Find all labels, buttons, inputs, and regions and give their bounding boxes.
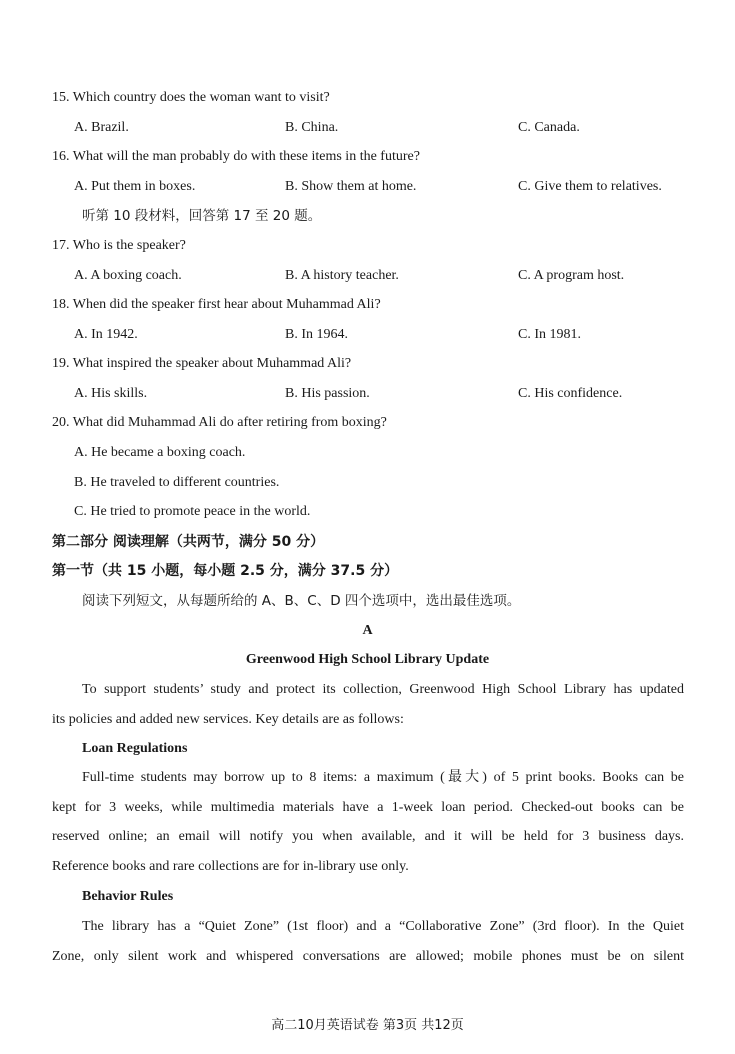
loan-line-4: Reference books and rare collections are for in-library use only.	[52, 858, 409, 874]
question-15-stem: 15. Which country does the woman want to visit?	[52, 90, 330, 105]
q16-option-c: C. Give them to relatives.	[518, 179, 662, 194]
q20-option-b: B. He traveled to different countries.	[74, 475, 280, 490]
listening-instruction: 听第 10 段材料，回答第 17 至 20 题。	[82, 208, 322, 224]
question-18-stem: 18. When did the speaker first hear about Muhammad Ali?	[52, 297, 381, 312]
loan-paragraph	[52, 769, 684, 887]
q19-option-c: C. His confidence.	[518, 386, 623, 401]
part-two-heading: 第二部分 阅读理解（共两节，满分 50 分）	[52, 534, 325, 550]
q18-option-a: A. In 1942.	[74, 327, 138, 342]
q20-option-c: C. He tried to promote peace in the world.	[74, 504, 311, 519]
behavior-line-2: Zone, only silent work and whispered conversations are allowed; mobile phones must be on silent	[52, 948, 684, 964]
q17-option-c: C. A program host.	[518, 268, 625, 283]
question-16-stem: 16. What will the man probably do with these items in the future?	[52, 149, 420, 164]
loan-line-1: Full-time students may borrow up to 8 items: a maximum (最大) of 5 print books. Books can be	[82, 770, 684, 785]
question-17-stem: 17. Who is the speaker?	[52, 238, 186, 253]
passage-intro	[52, 681, 684, 740]
reading-instruction: 阅读下列短文，从每题所给的 A、B、C、D 四个选项中，选出最佳选项。	[82, 593, 521, 609]
section-one-heading: 第一节（共 15 小题，每小题 2.5 分，满分 37.5 分）	[52, 563, 399, 579]
q17-option-b: B. A history teacher.	[285, 268, 399, 283]
q16-option-a: A. Put them in boxes.	[74, 179, 196, 194]
question-20-stem: 20. What did Muhammad Ali do after retiring from boxing?	[52, 415, 387, 430]
loan-regulations-heading: Loan Regulations	[82, 741, 188, 756]
q16-option-b: B. Show them at home.	[285, 179, 417, 194]
loan-line-3: reserved online; an email will notify you when available, and it will be held for 3 business days.	[52, 829, 684, 845]
question-19-stem: 19. What inspired the speaker about Muhammad Ali?	[52, 356, 352, 371]
q18-option-b: B. In 1964.	[285, 327, 348, 342]
q18-option-c: C. In 1981.	[518, 327, 581, 342]
q19-option-b: B. His passion.	[285, 386, 370, 401]
loan-line-2: kept for 3 weeks, while multimedia materials have a 1-week loan period. Checked-out books can be	[52, 799, 684, 815]
q15-option-a: A. Brazil.	[74, 120, 129, 135]
q15-option-b: B. China.	[285, 120, 339, 135]
q17-option-a: A. A boxing coach.	[74, 268, 182, 283]
q15-option-c: C. Canada.	[518, 120, 580, 135]
passage-title: Greenwood High School Library Update	[245, 652, 490, 667]
passage-label: A	[362, 623, 373, 638]
behavior-paragraph	[52, 918, 684, 977]
page-footer: 高二10月英语试卷 第3页 共12页	[271, 1018, 464, 1033]
q20-option-a: A. He became a boxing coach.	[74, 445, 246, 460]
behavior-rules-heading: Behavior Rules	[82, 889, 174, 904]
q19-option-a: A. His skills.	[74, 386, 148, 401]
intro-line-1: To support students’ study and protect its collection, Greenwood High School Library has updated	[82, 682, 684, 697]
intro-line-2: its policies and added new services. Key details are as follows:	[52, 711, 404, 727]
behavior-line-1: The library has a “Quiet Zone” (1st floor) and a “Collaborative Zone” (3rd floor). In the Quiet	[82, 919, 684, 934]
